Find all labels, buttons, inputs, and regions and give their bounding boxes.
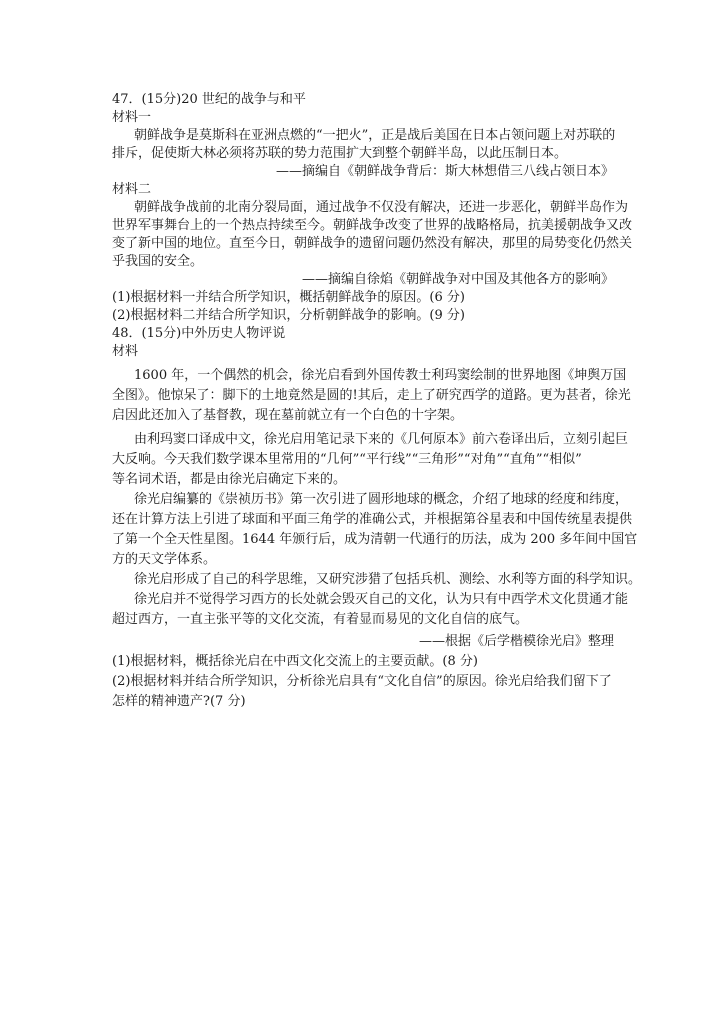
q48-paragraph-1-line: 1600 年，一个偶然的机会，徐光启看到外国传教士利玛窦绘制的世界地图《坤舆万国 (134, 368, 627, 383)
q48-paragraph-3-line: 徐光启编纂的《崇祯历书》第一次引进了圆形地球的概念，介绍了地球的经度和纬度， (134, 492, 629, 507)
q48-paragraph-2-line: 大反响。今天我们数学课本里常用的“几何”“平行线”“三角形”“对角”“直角”“相似” (112, 452, 582, 467)
q48-paragraph-3-line: 方的天文学体系。 (112, 552, 217, 567)
q48-paragraph-5-line: 超过西方，一直主张平等的文化交流，有着显而易见的文化自信的底气。 (112, 612, 529, 627)
q48-paragraph-1-line: 启因此还加入了基督教，现在墓前就立有一个白色的十字架。 (112, 408, 464, 423)
q48-paragraph-1-line: 全图》。他惊呆了：脚下的土地竟然是圆的!其后，走上了研究西学的道路。更为甚者，徐光 (112, 388, 631, 403)
q48-subquestion-2-line: 怎样的精神遗产?(7 分) (112, 694, 246, 709)
q47-material1-label: 材料一 (112, 110, 152, 125)
q48-material-label: 材料 (112, 344, 139, 359)
question-area (112, 90, 642, 720)
q48-paragraph-2-line: 等名词术语，都是由徐光启确定下来的。 (112, 472, 347, 487)
q47-material2-source: ——摘编自徐焰《朝鲜战争对中国及其他各方的影响》 (301, 272, 614, 287)
q47-material1-line: 排斥，促使斯大林必须将苏联的势力范围扩大到整个朝鲜半岛，以此压制日本。 (112, 146, 568, 161)
q48-paragraph-4-line: 徐光启形成了自己的科学思维，又研究涉猎了包括兵机、测绘、水利等方面的科学知识。 (134, 572, 642, 587)
q48-subquestion-2-line: (2)根据材料并结合所学知识，分析徐光启具有“文化自信”的原因。徐光启给我们留下了 (112, 674, 612, 689)
q47-material2-label: 材料二 (112, 182, 152, 197)
q48-paragraph-5-line: 徐光启并不觉得学习西方的长处就会毁灭自己的文化，认为只有中西学术文化贯通才能 (134, 592, 629, 607)
q47-material2-line: 变了新中国的地位。直至今日，朝鲜战争的遗留问题仍然没有解决，那里的局势变化仍然关 (112, 236, 633, 251)
q48-paragraph-2-line: 由利玛窦口译成中文，徐光启用笔记录下来的《几何原本》前六卷译出后，立刻引起巨 (134, 432, 629, 447)
q48-paragraph-3-line: 还在计算方法上引进了球面和平面三角学的准确公式，并根据第谷星表和中国传统星表提供 (112, 512, 633, 527)
q47-material2-line: 乎我国的安全。 (112, 254, 204, 269)
q47-material1-line: 朝鲜战争是莫斯科在亚洲点燃的“一把火”，正是战后美国在日本占领问题上对苏联的 (134, 128, 616, 143)
q47-material2-line: 世界军事舞台上的一个热点持续至今。朝鲜战争改变了世界的战略格局，抗美援朝战争又改 (112, 218, 633, 233)
q48-subquestion-1: (1)根据材料，概括徐光启在中西文化交流上的主要贡献。(8 分) (112, 654, 478, 669)
q47-subquestion-2: (2)根据材料二并结合所学知识，分析朝鲜战争的影响。(9 分) (112, 308, 465, 323)
q47-subquestion-1: (1)根据材料一并结合所学知识，概括朝鲜战争的原因。(6 分) (112, 290, 465, 305)
q47-material2-line: 朝鲜战争战前的北南分裂局面，通过战争不仅没有解决，还进一步恶化，朝鲜半岛作为 (134, 200, 629, 215)
q48-heading: 48．(15分)中外历史人物评说 (112, 326, 286, 341)
q47-heading: 47．(15分)20 世纪的战争与和平 (112, 92, 306, 107)
q47-material1-source: ——摘编自《朝鲜战争背后：斯大林想借三八线占领日本》 (275, 164, 614, 179)
q48-material-source: ——根据《后学楷模徐光启》整理 (418, 634, 614, 649)
q48-paragraph-3-line: 了第一个全天性星图。1644 年颁行后，成为清朝一代通行的历法，成为 200 多年间中国官 (112, 532, 638, 547)
